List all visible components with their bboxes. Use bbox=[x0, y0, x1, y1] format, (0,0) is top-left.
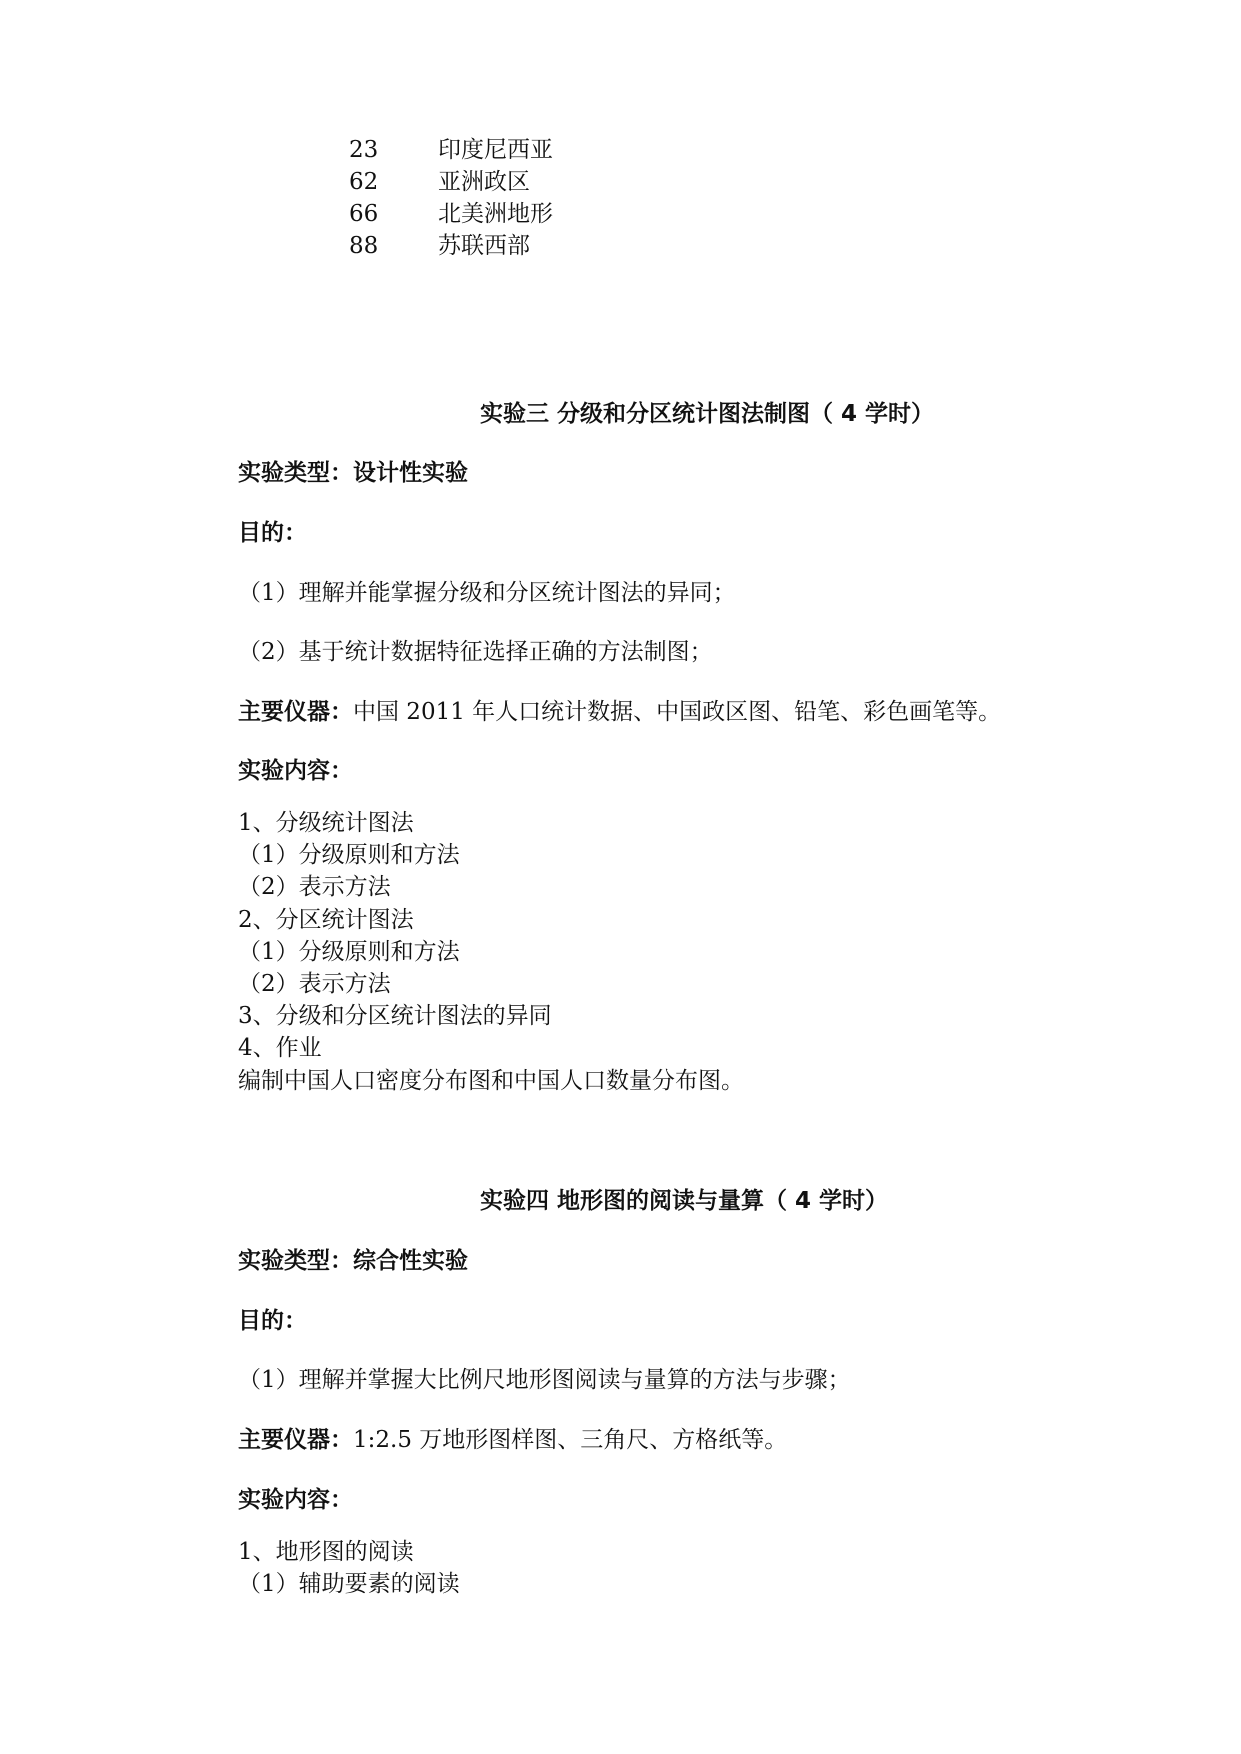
exp4-type bbox=[238, 1246, 468, 1276]
exp4-type-value: 综合性实验 bbox=[353, 1248, 468, 1274]
exp3-type-label: 实验类型： bbox=[238, 460, 353, 486]
exp3-content-line: 4、作业 bbox=[238, 1035, 322, 1061]
exp3-content-line: 1、分级统计图法 bbox=[238, 810, 414, 836]
map-number: 62 bbox=[349, 169, 379, 195]
exp4-content-line: （1）辅助要素的阅读 bbox=[238, 1571, 460, 1597]
exp4-title: 实验四 地形图的阅读与量算（ 4 学时） bbox=[480, 1188, 889, 1214]
map-number: 88 bbox=[349, 233, 379, 259]
exp3-content-label: 实验内容： bbox=[238, 758, 353, 784]
exp3-content-line: 编制中国人口密度分布图和中国人口数量分布图。 bbox=[238, 1068, 744, 1094]
exp3-instruments-value: 中国 2011 年人口统计数据、中国政区图、铅笔、彩色画笔等。 bbox=[353, 699, 1002, 725]
exp3-instruments bbox=[238, 697, 1001, 727]
map-name: 北美洲地形 bbox=[438, 201, 553, 227]
exp3-purpose-item: （1）理解并能掌握分级和分区统计图法的异同； bbox=[238, 580, 736, 606]
exp3-content-line: 3、分级和分区统计图法的异同 bbox=[238, 1003, 552, 1029]
exp4-instruments-value: 1:2.5 万地形图样图、三角尺、方格纸等。 bbox=[353, 1427, 788, 1453]
exp3-purpose-label: 目的： bbox=[238, 520, 307, 546]
map-number: 23 bbox=[349, 137, 379, 163]
exp3-content-line: （1）分级原则和方法 bbox=[238, 939, 460, 965]
exp3-type-value: 设计性实验 bbox=[353, 460, 468, 486]
exp4-content-label: 实验内容： bbox=[238, 1487, 353, 1513]
exp4-instruments bbox=[238, 1425, 787, 1455]
map-name: 亚洲政区 bbox=[438, 169, 530, 195]
exp3-purpose-item: （2）基于统计数据特征选择正确的方法制图； bbox=[238, 639, 713, 665]
exp3-content-line: （1）分级原则和方法 bbox=[238, 842, 460, 868]
exp3-content-line: （2）表示方法 bbox=[238, 971, 391, 997]
exp3-content-line: 2、分区统计图法 bbox=[238, 907, 414, 933]
exp4-purpose-label: 目的： bbox=[238, 1308, 307, 1334]
exp3-title: 实验三 分级和分区统计图法制图（ 4 学时） bbox=[480, 401, 935, 427]
exp3-type bbox=[238, 458, 468, 488]
map-name: 印度尼西亚 bbox=[438, 137, 553, 163]
map-name: 苏联西部 bbox=[438, 233, 530, 259]
exp3-content-line: （2）表示方法 bbox=[238, 874, 391, 900]
exp3-instruments-label: 主要仪器： bbox=[238, 699, 353, 725]
map-number: 66 bbox=[349, 201, 379, 227]
exp4-instruments-label: 主要仪器： bbox=[238, 1427, 353, 1453]
exp4-type-label: 实验类型： bbox=[238, 1248, 353, 1274]
exp4-purpose-item: （1）理解并掌握大比例尺地形图阅读与量算的方法与步骤； bbox=[238, 1367, 851, 1393]
exp4-content-line: 1、地形图的阅读 bbox=[238, 1539, 414, 1565]
